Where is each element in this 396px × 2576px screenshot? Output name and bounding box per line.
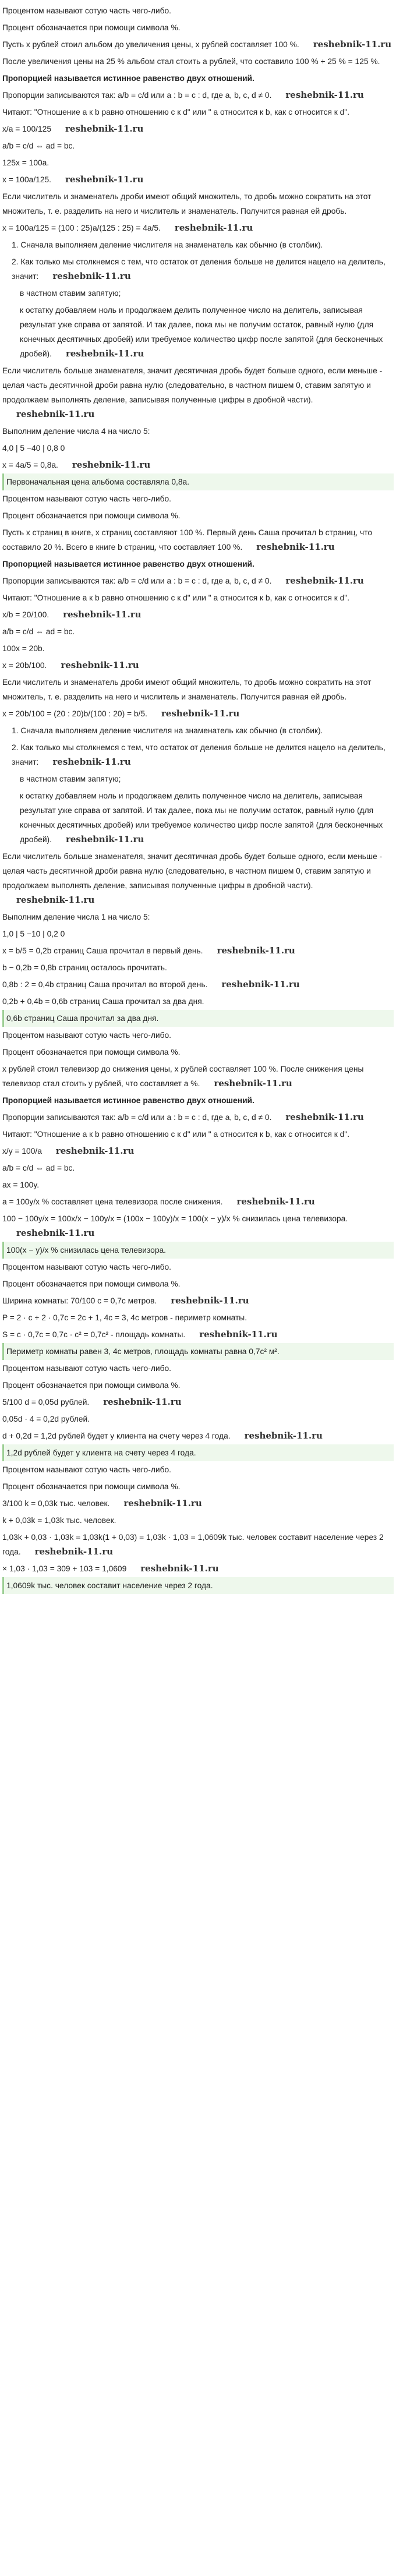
text-paragraph — [2, 1210, 394, 1242]
paragraph-text: 0,8b : 2 = 0,4b страниц Саша прочитал во второй день. — [2, 980, 208, 989]
text-paragraph — [2, 36, 394, 53]
paragraph-text: 100(x − y)/x % снизилась цена телевизора. — [6, 1246, 167, 1255]
watermark-text: reshebnik-11.ru — [103, 1397, 182, 1407]
paragraph-text: Читают: "Отношение a к b равно отношению c к d" или " a относится к b, как c относится к d". — [2, 593, 350, 602]
text-paragraph — [2, 705, 394, 722]
answer-paragraph — [2, 1577, 394, 1594]
paragraph-text: Процент обозначается при помощи символа %. — [2, 1482, 181, 1491]
paragraph-text: Если числитель больше знаменателя, значит десятичная дробь будет больше одного, если меньше - целая часть десятичной дроби равна нулю (следовательно, в частном пишем 0, ставим запятую и продолжаем выполнять деление, записывая полученные цифры в дробной части). — [2, 852, 383, 890]
paragraph-text: 0,6b страниц Саша прочитал за два дня. — [6, 1014, 159, 1023]
text-paragraph — [2, 1478, 394, 1495]
watermark-text: reshebnik-11.ru — [34, 1546, 114, 1557]
text-paragraph — [2, 1027, 394, 1044]
text-paragraph — [2, 1461, 394, 1478]
text-paragraph — [2, 457, 394, 473]
paragraph-text: Процентом называют сотую часть чего-либо. — [2, 494, 171, 503]
paragraph-text: x = 100a/125 = (100 : 25)a/(125 : 25) = 4a/5. — [2, 224, 161, 232]
paragraph-text: 100 − 100y/x = 100x/x − 100y/x = (100x − 100y)/x = 100(x − y)/x % снизилась цена телевизора. — [2, 1214, 348, 1223]
paragraph-text: После увеличения цены на 25 % альбом стал стоить a рублей, что составило 100 % + 25 % = 125 %. — [2, 57, 380, 66]
watermark-text: reshebnik-11.ru — [65, 174, 144, 185]
text-paragraph — [2, 771, 394, 787]
watermark-text: reshebnik-11.ru — [285, 90, 364, 100]
watermark-text: reshebnik-11.ru — [140, 1563, 219, 1574]
text-paragraph — [2, 722, 394, 739]
text-paragraph — [2, 2, 394, 19]
paragraph-text: x/y = 100/a — [2, 1147, 42, 1156]
text-paragraph — [2, 1193, 394, 1210]
watermark-text: reshebnik-11.ru — [65, 834, 144, 844]
text-paragraph — [2, 1160, 394, 1176]
paragraph-text: x = 100a/125. — [2, 175, 52, 184]
watermark-text: reshebnik-11.ru — [236, 1196, 315, 1207]
watermark-text: reshebnik-11.ru — [65, 348, 144, 359]
paragraph-text: Читают: "Отношение a к b равно отношению c к d" или " a относится к b, как c относится к d". — [2, 108, 350, 116]
paragraph-text: Процентом называют сотую часть чего-либо. — [2, 1364, 171, 1373]
answer-paragraph — [2, 1242, 394, 1259]
paragraph-text: a/b = c/d ⇔ ad = bc. — [2, 627, 75, 636]
text-paragraph — [2, 925, 394, 942]
paragraph-text: a/b = c/d ⇔ ad = bc. — [2, 142, 75, 150]
paragraph-text: Процент обозначается при помощи символа %. — [2, 1048, 181, 1056]
watermark-text: reshebnik-11.ru — [171, 1295, 249, 1306]
text-paragraph — [2, 623, 394, 640]
paragraph-text: 1. Сначала выполняем деление числителя на знаменатель как обычно (в столбик). — [12, 241, 323, 249]
paragraph-text: к остатку добавляем ноль и продолжаем делить полученное число на делитель, записывая результат уже справа от запятой. И так далее, пока мы не получим остаток, равный нулю (для конечных десятичных дробей) или требуемое количество цифр после запятой (для бесконечных дробей). — [20, 306, 383, 358]
watermark-text: reshebnik-11.ru — [52, 757, 131, 767]
text-paragraph — [2, 1126, 394, 1143]
paragraph-text: Процентом называют сотую часть чего-либо. — [2, 1465, 171, 1474]
text-paragraph — [2, 556, 394, 573]
text-paragraph — [2, 1326, 394, 1343]
watermark-text: reshebnik-11.ru — [63, 609, 142, 620]
paragraph-text: в частном ставим запятую; — [20, 289, 121, 298]
text-paragraph — [2, 490, 394, 507]
paragraph-text: 1. Сначала выполняем деление числителя на знаменатель как обычно (в столбик). — [12, 726, 323, 735]
text-paragraph — [2, 285, 394, 302]
paragraph-text: ax = 100y. — [2, 1181, 40, 1189]
paragraph-text: S = c · 0,7c = 0,7c · c² = 0,7c² - площадь комнаты. — [2, 1330, 186, 1339]
text-paragraph — [2, 53, 394, 70]
text-paragraph — [2, 220, 394, 236]
text-paragraph — [2, 507, 394, 524]
answer-paragraph — [2, 1444, 394, 1461]
paragraph-text: Процентом называют сотую часть чего-либо. — [2, 6, 171, 15]
text-paragraph — [2, 1360, 394, 1377]
paragraph-text: Пропорции записываются так: a/b = c/d или a : b = c : d, где a, b, c, d ≠ 0. — [2, 91, 272, 100]
text-paragraph — [2, 1512, 394, 1529]
paragraph-text: Процентом называют сотую часть чего-либо. — [2, 1263, 171, 1271]
text-paragraph — [2, 1427, 394, 1444]
text-paragraph — [2, 423, 394, 440]
text-paragraph — [2, 87, 394, 104]
answer-paragraph — [2, 1010, 394, 1027]
text-paragraph — [2, 19, 394, 36]
text-paragraph — [2, 1275, 394, 1292]
answer-paragraph — [2, 1343, 394, 1360]
watermark-text: reshebnik-11.ru — [313, 39, 392, 50]
paragraph-text: × 1,03 · 1,03 = 309 + 103 = 1,0609 — [2, 1564, 127, 1573]
watermark-text: reshebnik-11.ru — [285, 1112, 364, 1122]
paragraph-text: a/b = c/d ⇔ ad = bc. — [2, 1164, 75, 1172]
paragraph-text: x = 20b/100. — [2, 661, 47, 670]
paragraph-text: 1,0 | 5 −10 | 0,2 0 — [2, 930, 65, 938]
text-paragraph — [2, 1176, 394, 1193]
paragraph-text: P = 2 · c + 2 · 0,7c = 2c + 1, 4c = 3, 4c метров - периметр комнаты. — [2, 1313, 248, 1322]
text-paragraph — [2, 1259, 394, 1275]
text-paragraph — [2, 787, 394, 848]
watermark-text: reshebnik-11.ru — [65, 123, 144, 134]
paragraph-text: 2. Как только мы столкнемся с тем, что остаток от деления больше не делится нацело на делитель, значит: — [12, 743, 386, 766]
paragraph-text: Процент обозначается при помощи символа %. — [2, 1280, 181, 1288]
text-paragraph — [2, 440, 394, 457]
text-paragraph — [2, 606, 394, 623]
text-paragraph — [2, 1292, 394, 1309]
paragraph-text: 4,0 | 5 −40 | 0,8 0 — [2, 444, 65, 453]
paragraph-text: 1,0609k тыс. человек составит население через 2 года. — [6, 1581, 213, 1590]
text-paragraph — [2, 1377, 394, 1394]
text-paragraph — [2, 959, 394, 976]
paragraph-text: Процентом называют сотую часть чего-либо. — [2, 1031, 171, 1040]
text-paragraph — [2, 1092, 394, 1109]
watermark-text: reshebnik-11.ru — [244, 1430, 323, 1441]
text-paragraph — [2, 188, 394, 220]
text-paragraph — [2, 236, 394, 253]
text-paragraph — [2, 589, 394, 606]
text-paragraph — [2, 171, 394, 188]
text-paragraph — [2, 121, 394, 137]
text-paragraph — [2, 302, 394, 362]
paragraph-text: 1,03k + 0,03 · 1,03k = 1,03k(1 + 0,03) = 1,03k · 1,03 = 1,0609k тыс. человек составит население через 2 года. — [2, 1533, 384, 1556]
paragraph-text: Читают: "Отношение a к b равно отношению c к d" или " a относится к b, как c относится к d". — [2, 1130, 350, 1139]
paragraph-text: x = b/5 = 0,2b страниц Саша прочитал в первый день. — [2, 946, 203, 955]
watermark-text: reshebnik-11.ru — [55, 1146, 135, 1156]
paragraph-text: 100x = 20b. — [2, 644, 45, 653]
paragraph-text: Пусть x рублей стоил альбом до увеличения цены, x рублей составляет 100 %. — [2, 40, 299, 49]
paragraph-text: x рублей стоил телевизор до снижения цены, x рублей составляет 100 %. После снижения цены телевизор стал стоить y рублей, что составляет a %. — [2, 1065, 364, 1088]
paragraph-text: Выполним деление числа 1 на число 5: — [2, 913, 150, 921]
watermark-text: reshebnik-11.ru — [199, 1329, 278, 1340]
paragraph-text: Пропорцией называется истинное равенство двух отношений. — [2, 1096, 254, 1105]
text-paragraph — [2, 362, 394, 423]
paragraph-text: Процент обозначается при помощи символа %. — [2, 23, 181, 32]
watermark-text: reshebnik-11.ru — [161, 708, 240, 719]
text-paragraph — [2, 1143, 394, 1160]
paragraph-text: Если числитель и знаменатель дроби имеют общий множитель, то дробь можно сократить на этот множитель, т. е. разделить на него и числитель и знаменатель. Получится равная ей дробь. — [2, 192, 372, 215]
watermark-text: reshebnik-11.ru — [256, 542, 335, 552]
paragraph-text: Пропорцией называется истинное равенство двух отношений. — [2, 74, 254, 83]
paragraph-text: 2. Как только мы столкнемся с тем, что остаток от деления больше не делится нацело на делитель, значит: — [12, 257, 386, 281]
text-paragraph — [2, 1309, 394, 1326]
paragraph-text: Выполним деление числа 4 на число 5: — [2, 427, 150, 436]
text-paragraph — [2, 1044, 394, 1061]
paragraph-text: Ширина комнаты: 70/100 c = 0,7c метров. — [2, 1296, 157, 1305]
paragraph-text: 0,05d · 4 = 0,2d рублей. — [2, 1415, 90, 1423]
paragraph-text: Пропорции записываются так: a/b = c/d или a : b = c : d, где a, b, c, d ≠ 0. — [2, 1113, 272, 1122]
text-paragraph — [2, 674, 394, 705]
text-paragraph — [2, 524, 394, 556]
text-paragraph — [2, 1394, 394, 1411]
paragraph-text: x = 20b/100 = (20 : 20)b/(100 : 20) = b/5. — [2, 709, 147, 718]
text-paragraph — [2, 1109, 394, 1126]
paragraph-text: 0,2b + 0,4b = 0,6b страниц Саша прочитал за два дня. — [2, 997, 204, 1006]
paragraph-text: Процент обозначается при помощи символа %. — [2, 511, 181, 520]
paragraph-text: Если числитель больше знаменателя, значит десятичная дробь будет больше одного, если меньше - целая часть десятичной дроби равна нулю (следовательно, в частном пишем 0, ставим запятую и продолжаем выполнять деление, записывая полученные цифры в дробной части). — [2, 366, 383, 404]
text-paragraph — [2, 1560, 394, 1577]
text-paragraph — [2, 909, 394, 925]
text-paragraph — [2, 154, 394, 171]
paragraph-text: 125x = 100a. — [2, 158, 50, 167]
paragraph-text: b − 0,2b = 0,8b страниц осталось прочитать. — [2, 963, 167, 972]
paragraph-text: в частном ставим запятую; — [20, 775, 121, 783]
watermark-text: reshebnik-11.ru — [16, 1228, 95, 1238]
paragraph-text: d + 0,2d = 1,2d рублей будет у клиента на счету через 4 года. — [2, 1432, 231, 1440]
text-paragraph — [2, 1061, 394, 1092]
paragraph-text: Процент обозначается при помощи символа %. — [2, 1381, 181, 1390]
watermark-text: reshebnik-11.ru — [16, 409, 95, 419]
paragraph-text: Первоначальная цена альбома составляла 0,8a. — [6, 478, 190, 486]
text-paragraph — [2, 848, 394, 909]
text-paragraph — [2, 1529, 394, 1560]
text-paragraph — [2, 573, 394, 589]
text-paragraph — [2, 70, 394, 87]
text-paragraph — [2, 1495, 394, 1512]
watermark-text: reshebnik-11.ru — [61, 660, 139, 670]
text-paragraph — [2, 137, 394, 154]
paragraph-text: к остатку добавляем ноль и продолжаем делить полученное число на делитель, записывая результат уже справа от запятой. И так далее, пока мы не получим остаток, равный нулю (для конечных десятичных дробей) или требуемое количество цифр после запятой (для бесконечных дробей). — [20, 791, 383, 844]
paragraph-text: Пропорции записываются так: a/b = c/d или a : b = c : d, где a, b, c, d ≠ 0. — [2, 577, 272, 585]
paragraph-text: Пусть x страниц в книге, x страниц составляют 100 %. Первый день Саша прочитал b страниц, что составило 20 %. Всего в книге b страниц, что составляет 100 %. — [2, 528, 373, 552]
text-paragraph — [2, 739, 394, 771]
paragraph-text: 3/100 k = 0,03k тыс. человек. — [2, 1499, 110, 1508]
watermark-text: reshebnik-11.ru — [123, 1498, 202, 1508]
answer-paragraph — [2, 473, 394, 490]
paragraph-text: Пропорцией называется истинное равенство двух отношений. — [2, 560, 254, 568]
watermark-text: reshebnik-11.ru — [214, 1078, 292, 1089]
text-paragraph — [2, 1411, 394, 1427]
watermark-text: reshebnik-11.ru — [221, 979, 300, 990]
watermark-text: reshebnik-11.ru — [16, 895, 95, 905]
paragraph-text: Периметр комнаты равен 3, 4c метров, площадь комнаты равна 0,7c² м². — [6, 1347, 280, 1356]
paragraph-text: 1,2d рублей будет у клиента на счету через 4 года. — [6, 1448, 196, 1457]
watermark-text: reshebnik-11.ru — [285, 575, 364, 586]
text-paragraph — [2, 993, 394, 1010]
paragraph-text: x/b = 20/100. — [2, 610, 50, 619]
watermark-text: reshebnik-11.ru — [52, 271, 131, 281]
text-paragraph — [2, 104, 394, 121]
text-paragraph — [2, 976, 394, 993]
watermark-text: reshebnik-11.ru — [174, 222, 253, 233]
watermark-text: reshebnik-11.ru — [72, 460, 151, 470]
paragraph-text: a = 100y/x % составляет цена телевизора после снижения. — [2, 1197, 223, 1206]
paragraph-text: 5/100 d = 0,05d рублей. — [2, 1398, 90, 1407]
text-paragraph — [2, 253, 394, 285]
text-paragraph — [2, 640, 394, 657]
text-paragraph — [2, 942, 394, 959]
paragraph-text: k + 0,03k = 1,03k тыс. человек. — [2, 1516, 116, 1525]
paragraph-text: x/a = 100/125 — [2, 125, 52, 133]
watermark-text: reshebnik-11.ru — [217, 945, 295, 956]
text-paragraph — [2, 657, 394, 674]
paragraph-text: Если числитель и знаменатель дроби имеют общий множитель, то дробь можно сократить на этот множитель, т. е. разделить на него и числитель и знаменатель. Получится равная ей дробь. — [2, 678, 372, 701]
paragraph-text: x = 4a/5 = 0,8a. — [2, 461, 58, 469]
